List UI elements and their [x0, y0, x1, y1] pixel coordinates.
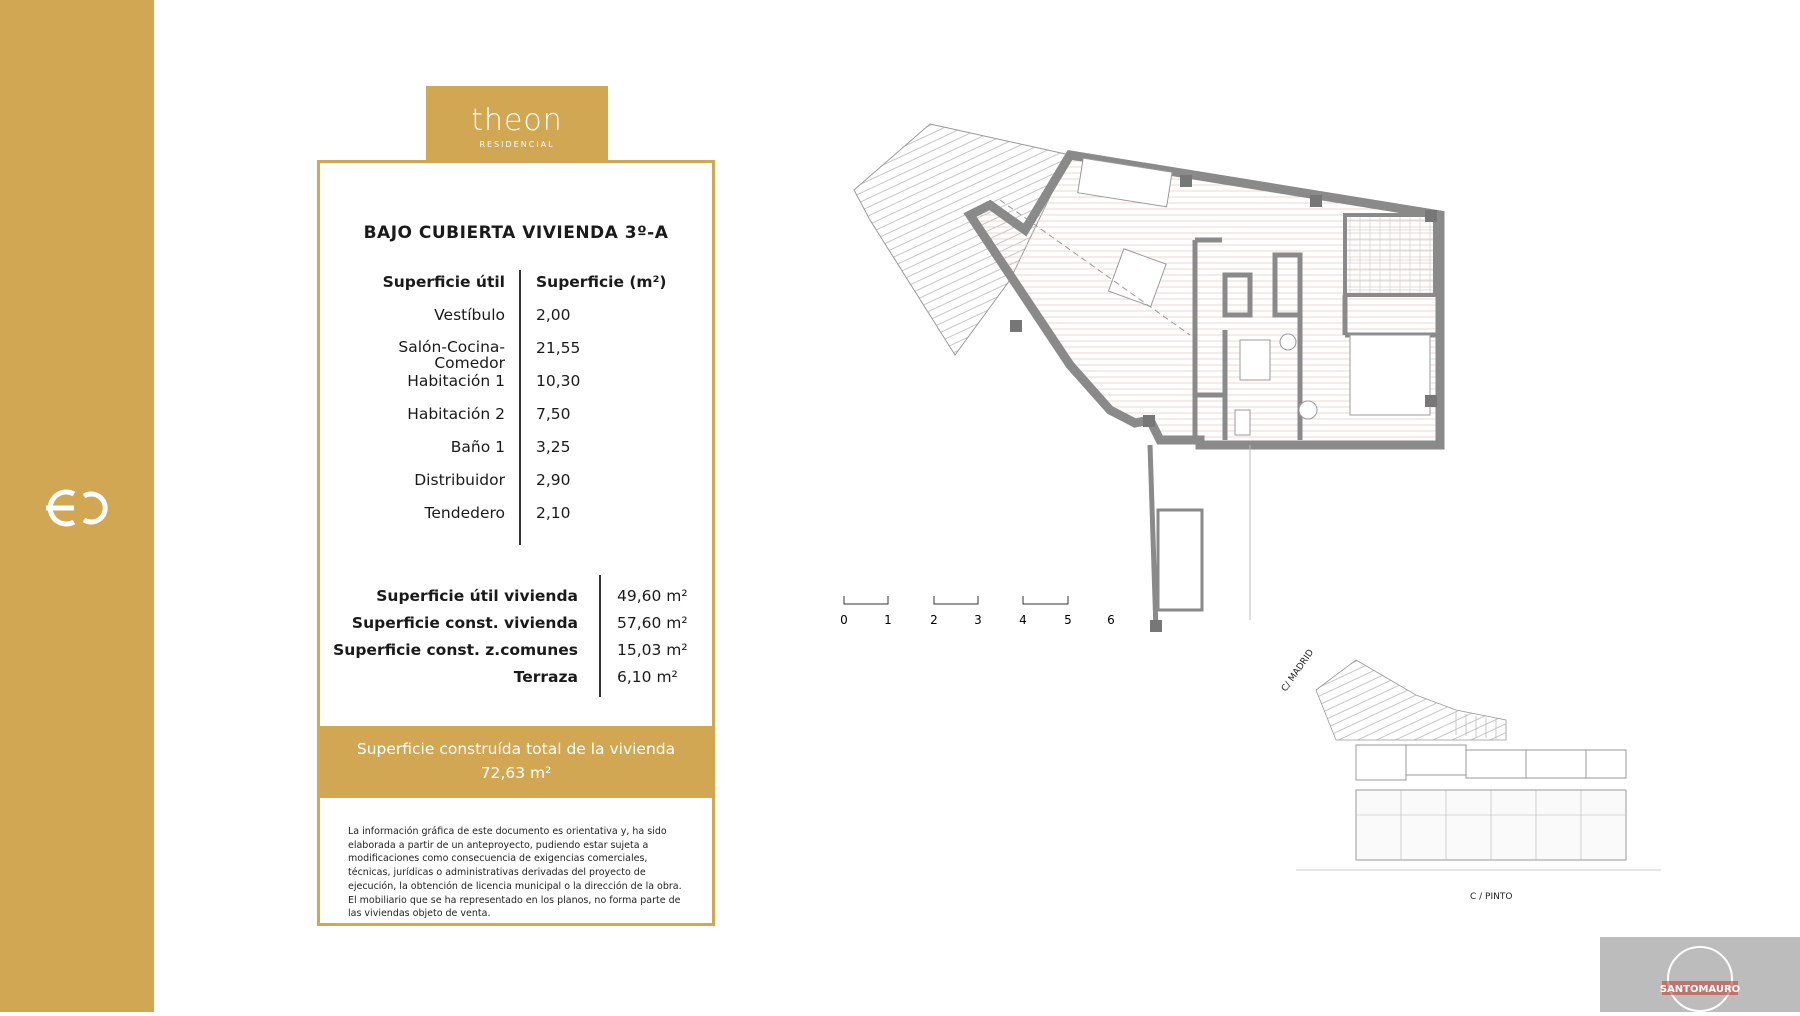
rooms-values	[536, 273, 666, 537]
room-name: Vestíbulo	[434, 306, 505, 324]
logo-main-text: theon	[471, 103, 563, 138]
totals-values	[617, 583, 688, 691]
total-value: 6,10 m²	[617, 668, 678, 686]
room-name: Tendedero	[424, 504, 505, 522]
room-name: Habitación 2	[407, 405, 505, 423]
badge-text: SANTOMAURO	[1659, 984, 1741, 995]
floor-plan	[840, 110, 1460, 640]
scale-tick: 0	[840, 613, 848, 627]
sidebar-band	[0, 0, 154, 1012]
total-label: Superficie const. vivienda	[351, 614, 578, 632]
access-corridor	[1150, 445, 1202, 630]
room-value: 2,90	[536, 471, 571, 489]
total-area-value: 72,63 m²	[480, 764, 552, 782]
room-value: 7,50	[536, 405, 571, 423]
total-area-band	[320, 726, 712, 798]
rooms-names	[383, 273, 505, 537]
scale-tick: 3	[974, 613, 982, 627]
total-value: 57,60 m²	[617, 614, 688, 632]
rooms-header-left: Superficie útil	[382, 273, 505, 291]
scale-tick: 5	[1064, 613, 1072, 627]
room-name-line2: Comedor	[434, 354, 505, 372]
total-value: 15,03 m²	[617, 641, 688, 659]
room-value: 3,25	[536, 438, 571, 456]
rooms-divider	[519, 270, 521, 545]
total-label: Terraza	[513, 668, 578, 686]
scale-tick: 2	[930, 613, 938, 627]
watermark-badge	[1600, 937, 1800, 1012]
street-label-madrid: C/ MADRID	[1280, 647, 1317, 694]
scale-tick: 6	[1107, 613, 1115, 627]
room-name: Habitación 1	[407, 372, 505, 390]
room-name	[383, 339, 505, 372]
totals-divider	[599, 575, 601, 697]
room-name: Distribuidor	[414, 471, 505, 489]
ec-logo-icon	[40, 480, 116, 536]
room-value: 2,00	[536, 306, 571, 324]
card-title: BAJO CUBIERTA VIVIENDA 3º-A	[363, 223, 669, 243]
room-value: 21,55	[536, 339, 581, 357]
room-value: 10,30	[536, 372, 581, 390]
total-area-label: Superficie construída total de la vivienda	[356, 740, 676, 758]
room-value: 2,10	[536, 504, 571, 522]
scale-tick: 4	[1019, 613, 1027, 627]
total-label: Superficie útil vivienda	[376, 587, 578, 605]
site-plan	[1276, 647, 1676, 880]
room-name-line1: Salón-Cocina-	[398, 338, 505, 356]
rooms-header-right: Superficie (m²)	[536, 273, 667, 291]
disclaimer-text: La información gráfica de este documento es orientativa y, ha sido elaborada a partir de un anteproyecto, pudiendo estar sujeta a modificaciones como consecuencia de exigencias comerciales, técnicas, jurídicas o administrativas derivadas del proyecto de ejecución, la obtención de licencia municipal o la dirección de la obra. El mobiliario que se ha representado en los planos, no forma parte de las viviendas objeto de venta.	[348, 826, 682, 920]
room-name: Baño 1	[450, 438, 505, 456]
total-value: 49,60 m²	[617, 587, 688, 605]
total-label: Superficie const. z.comunes	[333, 641, 578, 659]
column-marker	[1150, 620, 1162, 632]
info-card	[317, 160, 715, 926]
logo-sub-text: RESIDENCIAL	[479, 140, 555, 149]
street-label-pinto: C / PINTO	[1470, 892, 1513, 902]
santomauro-seal-icon	[1600, 937, 1800, 1012]
bathroom-area	[1345, 215, 1435, 295]
totals-labels	[333, 583, 578, 691]
scale-tick: 1	[884, 613, 892, 627]
scale-bar	[838, 592, 1128, 632]
